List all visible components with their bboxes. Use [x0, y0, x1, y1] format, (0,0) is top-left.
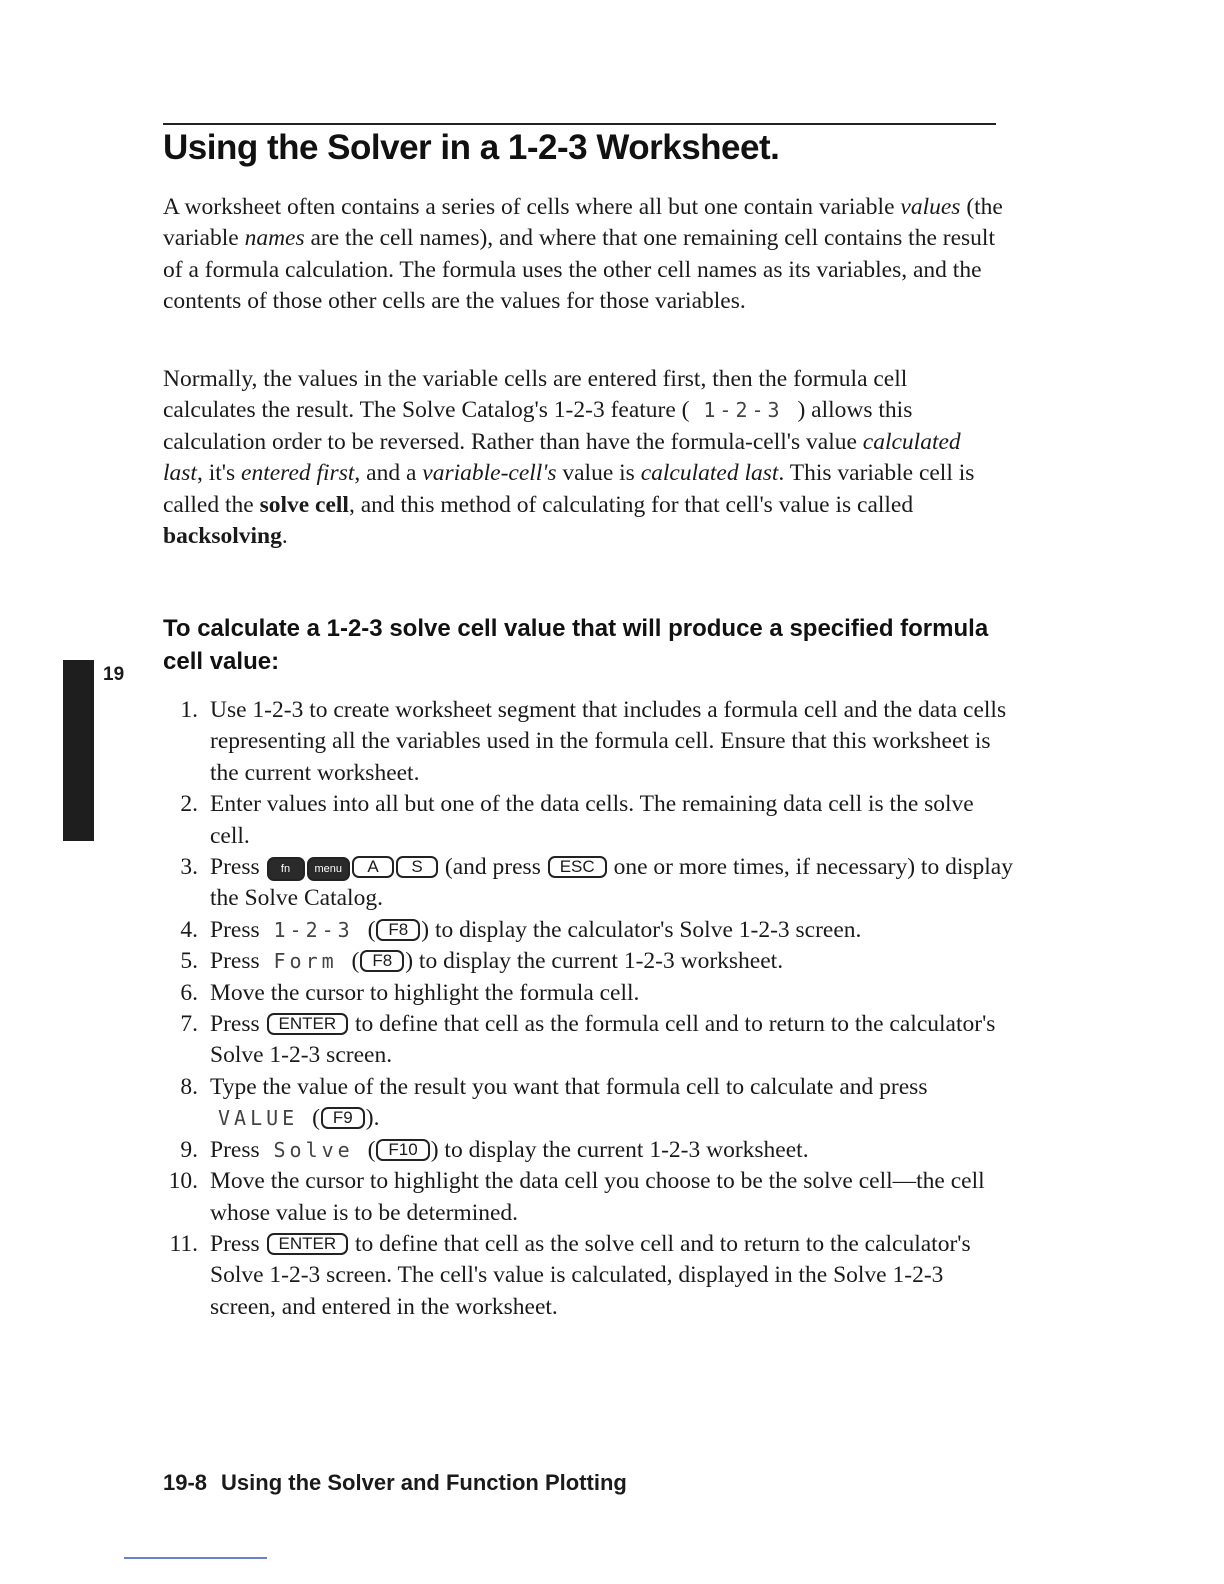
- chapter-tab-number: 19: [103, 664, 125, 685]
- key-enter: ENTER: [267, 1233, 349, 1255]
- procedure-heading: To calculate a 1-2-3 solve cell value that will produce a specified formula cell value:: [163, 615, 989, 675]
- list-item: 9. Press Solve ( F10 ) to display the current 1-2-3 worksheet.: [180, 1136, 809, 1163]
- list-item: 2. Enter values into all but one of the data cells. The remaining data cell is the solve cell.: [180, 791, 974, 849]
- list-item: 8. Type the value of the result you want that formula cell to calculate and press VALUE ( F9 ).: [180, 1073, 928, 1132]
- page-title: Using the Solver in a 1-2-3 Worksheet.: [163, 128, 780, 167]
- key-f8: F8: [376, 919, 420, 941]
- key-f10: F10: [376, 1139, 429, 1161]
- page-number: 19-8: [163, 1470, 208, 1495]
- key-esc: ESC: [548, 856, 607, 878]
- list-item: 3. Press fn menu A S (and press ESC one or more times, if necessary) to display the Solve Catalog.: [180, 854, 1013, 912]
- list-item: 10. Move the cursor to highlight the data cell you choose to be the solve cell—the cell whose value is to be determined.: [168, 1168, 985, 1226]
- list-item: 6. Move the cursor to highlight the formula cell.: [180, 979, 640, 1006]
- intro-paragraph: A worksheet often contains a series of cells where all but one contain variable values (the variable names are the cell names), and where that one remaining cell contains the result of a formula calculation. The formula uses the other cell names as its variables, and the contents of those other cells are the values for those variables.: [163, 194, 1003, 315]
- key-f8: F8: [360, 950, 404, 972]
- list-item: 7. Press ENTER to define that cell as the formula cell and to return to the calculator's Solve 1-2-3 screen.: [180, 1011, 996, 1069]
- list-item: 5. Press Form ( F8 ) to display the current 1-2-3 worksheet.: [180, 948, 784, 975]
- key-enter: ENTER: [267, 1013, 349, 1035]
- key-f9: F9: [321, 1107, 365, 1129]
- header-rule: [163, 123, 996, 125]
- lcd-menu-label: Solve: [273, 1137, 354, 1162]
- fn-key-icon: fn: [267, 857, 305, 881]
- lcd-menu-label: Form: [273, 949, 338, 974]
- scan-edge-line: [124, 1557, 267, 1559]
- list-item: 4. Press 1-2-3 ( F8 ) to display the calculator's Solve 1-2-3 screen.: [180, 916, 862, 943]
- chapter-title: Using the Solver and Function Plotting: [221, 1470, 627, 1495]
- list-item: 1. Use 1-2-3 to create worksheet segment that includes a formula cell and the data cells representing all the variables used in the formula cell. Ensure that this worksheet is the current worksheet.: [180, 697, 1007, 786]
- procedure-steps: [163, 695, 1013, 1323]
- lcd-menu-label: 1-2-3: [273, 917, 354, 942]
- menu-key-icon: menu: [307, 857, 351, 881]
- list-item: 11. Press ENTER to define that cell as the solve cell and to return to the calculator's Solve 1-2-3 screen. The cell's value is calculated, displayed in the Solve 1-2-3 screen, and entered in the worksheet.: [169, 1230, 971, 1320]
- lcd-menu-label: VALUE: [218, 1106, 299, 1131]
- key-a: A: [352, 856, 394, 878]
- lcd-menu-label: 1-2-3: [703, 398, 784, 423]
- chapter-tab-bar: [63, 660, 94, 841]
- key-s: S: [396, 856, 438, 878]
- page-footer: [163, 1470, 627, 1496]
- backsolving-paragraph: Normally, the values in the variable cells are entered first, then the formula cell calculates the result. The Solve Catalog's 1-2-3 feature ( 1-2-3 ) allows this calculation order to be reversed. Rather than have the formula-cell's value calculated last, it's entered first, and a variable-cell's value is calculated last. This variable cell is called the solve cell, and this method of calculating for that cell's value is called backsolving.: [163, 366, 975, 550]
